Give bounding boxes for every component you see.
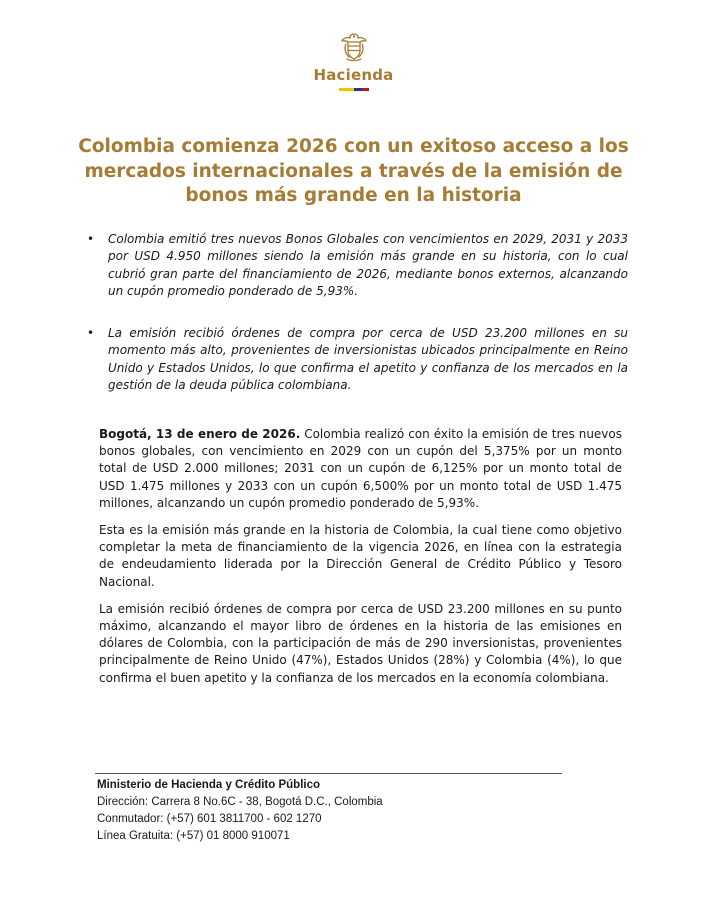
footer-organization: Ministerio de Hacienda y Crédito Público <box>97 779 321 791</box>
footer-address: Dirección: Carrera 8 No.6C - 38, Bogotá D.C., Colombia <box>97 796 383 808</box>
body-paragraph: Esta es la emisión más grande en la historia de Colombia, la cual tiene como objetivo completar la meta de financiamiento de la vigencia 2026, en línea con la estrategia de endeudamiento liderada por la Dirección General de Crédito Público y Tesoro Nacional. <box>99 523 622 589</box>
paragraph-text: Colombia realizó con éxito la emisión de tres nuevos bonos globales, con vencimiento en 2029 con un cupón del 5,375% por un monto total de USD 2.000 millones; 2031 con un cupón de 6,125% por un monto total de USD 1.475 millones y 2033 con un cupón 6,500% por un monto total de USD 1.475 millones, alcanzando un cupón promedio ponderado de 5,93%. <box>99 427 623 510</box>
press-release-body <box>99 426 622 697</box>
highlight-item <box>87 325 628 394</box>
flag-yellow-stripe <box>339 88 354 91</box>
body-paragraph: La emisión recibió órdenes de compra por cerca de USD 23.200 millones en su punto máximo, alcanzando el mayor libro de órdenes en la historia de las emisiones en dólares de Colombia, con la participación de más de 290 inversionistas, provenientes principalmente de Reino Unido (47%), Estados Unidos (28%) y Colombia (4%), lo que confirma el buen apetito y la confianza de los mercados en la economía colombiana. <box>99 601 622 685</box>
highlight-text: Colombia emitió tres nuevos Bonos Globales con vencimientos en 2029, 2031 y 2033 por USD 4.950 millones siendo la emisión más grande en su historia, con lo cual cubrió gran parte del financiamiento de 2026, mediante bonos externos, alcanzando un cupón promedio ponderado de 5,93%. <box>108 232 628 298</box>
highlights-list <box>87 231 628 394</box>
hacienda-logo <box>0 30 707 91</box>
coat-of-arms-icon <box>337 30 371 64</box>
document-title: Colombia comienza 2026 con un exitoso acceso a los mercados internacionales a través de la emisión de bonos más grande en la historia <box>78 136 629 206</box>
flag-blue-stripe <box>354 88 362 91</box>
bullet-icon: • <box>87 232 95 246</box>
flag-red-stripe <box>362 88 369 91</box>
dateline: Bogotá, 13 de enero de 2026. <box>99 427 301 441</box>
footer-toll-free: Línea Gratuita: (+57) 01 8000 910071 <box>97 830 290 842</box>
footer-contact <box>97 777 597 845</box>
logo-text: Hacienda <box>313 66 394 84</box>
footer-divider <box>95 773 562 774</box>
highlight-item <box>87 231 628 300</box>
body-paragraph <box>99 426 622 512</box>
flag-bar <box>339 88 369 91</box>
bullet-icon: • <box>87 326 95 341</box>
highlight-text: La emisión recibió órdenes de compra por cerca de USD 23.200 millones en su momento más alto, provenientes de inversionistas ubicados principalmente en Reino Unido y Estados Unidos, lo que confirma el apetito y confianza de los mercados en la gestión de la deuda pública colombiana. <box>108 326 628 393</box>
footer-switchboard: Conmutador: (+57) 601 3811700 - 602 1270 <box>97 813 322 825</box>
